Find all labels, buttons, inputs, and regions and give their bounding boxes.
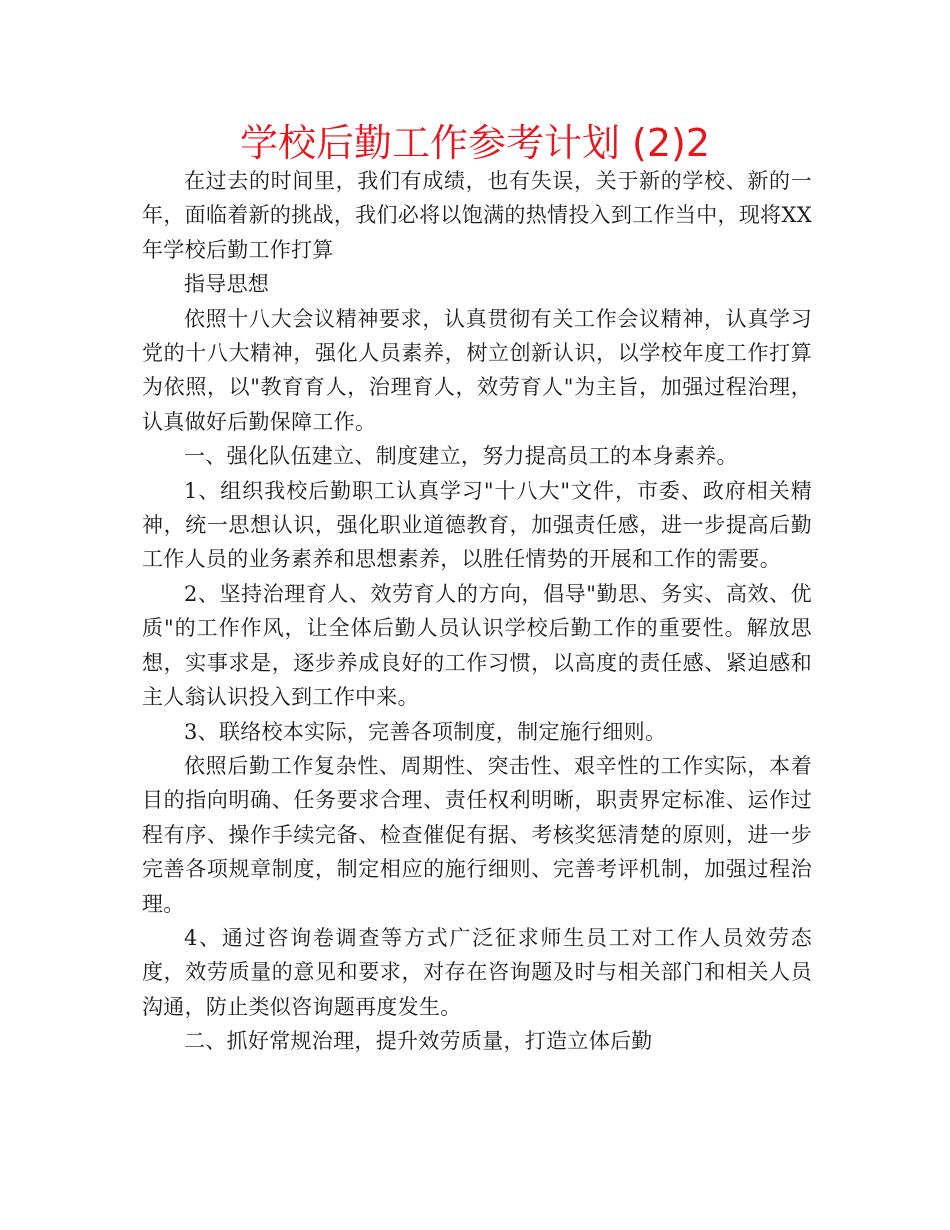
- paragraph-item-4: 4、通过咨询卷调查等方式广泛征求师生员工对工作人员效劳态度，效劳质量的意见和要求，对存在咨询题及时与相关部门和相关人员沟通，防止类似咨询题再度发生。: [142, 925, 812, 1019]
- paragraph-item-3: 3、联络校本实际，完善各项制度，制定施行细则。: [184, 719, 667, 744]
- paragraph-intro: 在过去的时间里，我们有成绩，也有失误，关于新的学校、新的一年，面临着新的挑战，我们必将以饱满的热情投入到工作当中，现将XX年学校后勤工作打算: [142, 169, 812, 262]
- paragraph-item-3-detail: 依照后勤工作复杂性、周期性、突击性、艰辛性的工作实际，本着目的指向明确、任务要求合理、责任权利明晰，职责界定标准、运作过程有序、操作手续完备、检查催促有据、考核奖惩清楚的原则，进一步完善各项规章制度，制定相应的施行细则、完善考评机制，加强过程治理。: [142, 753, 812, 916]
- paragraph-guiding-content: 依照十八大会议精神要求，认真贯彻有关工作会议精神，认真学习党的十八大精神，强化人员素养，树立创新认识，以学校年度工作打算为依照，以"教育育人，治理育人，效劳育人"为主旨，加强过程治理，认真做好后勤保障工作。: [142, 306, 812, 434]
- paragraph-item-1: 1、组织我校后勤职工认真学习"十八大"文件，市委、政府相关精神，统一思想认识，强化职业道德教育，加强责任感，进一步提高后勤工作人员的业务素养和思想素养，以胜任情势的开展和工作的需要。: [142, 478, 812, 572]
- paragraph-item-2: 2、坚持治理育人、效劳育人的方向，倡导"勤思、务实、高效、优质"的工作作风，让全体后勤人员认识学校后勤工作的重要性。解放思想，实事求是，逐步养成良好的工作习惯，以高度的责任感、紧迫感和主人翁认识投入到工作中来。: [142, 581, 812, 710]
- section-heading-1: 一、强化队伍建立、制度建立，努力提高员工的本身素养。: [184, 444, 738, 469]
- paragraph-guiding-heading: 指导思想: [184, 272, 270, 297]
- document-body: [142, 164, 812, 1059]
- section-heading-2: 二、抓好常规治理，提升效劳质量，打造立体后勤: [184, 1029, 653, 1054]
- document-title: 学校后勤工作参考计划 (2)2: [239, 121, 711, 165]
